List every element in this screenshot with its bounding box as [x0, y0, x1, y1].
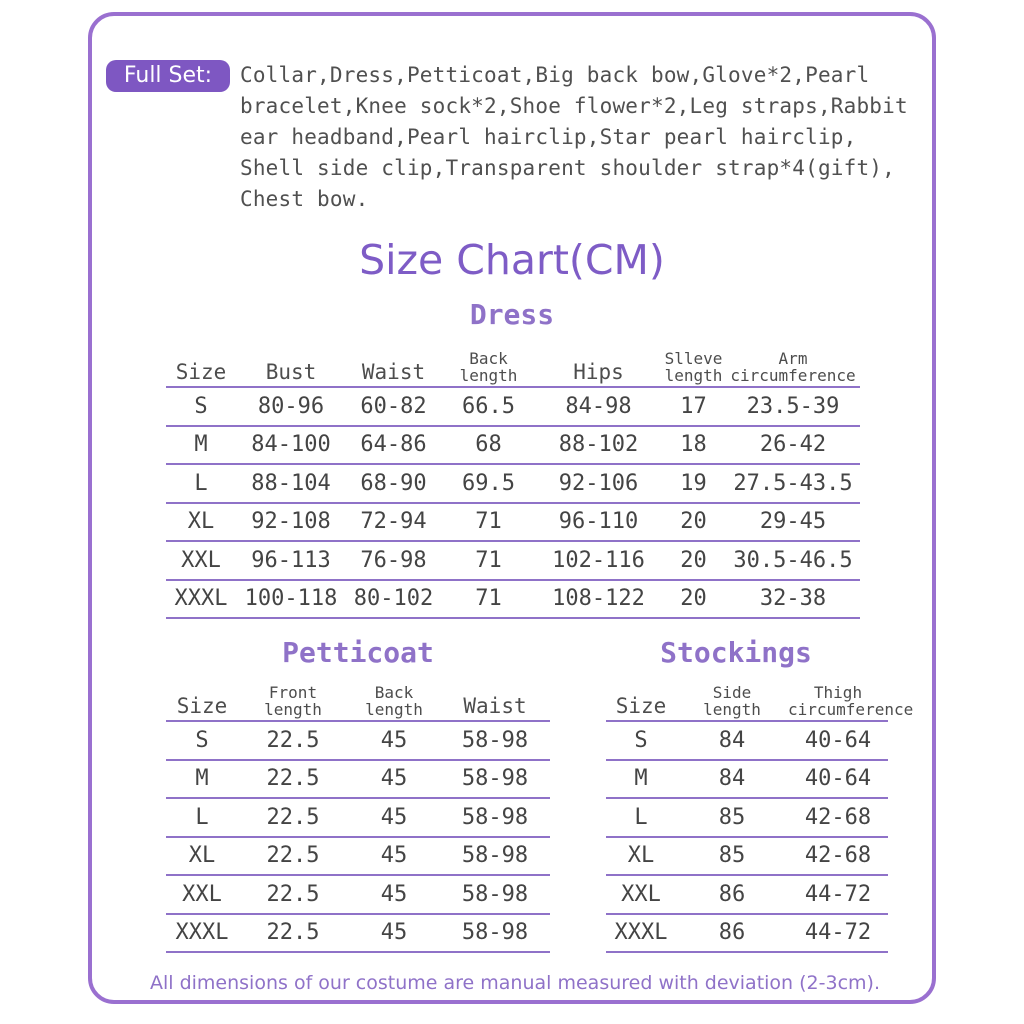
- stockings-row: [606, 914, 888, 953]
- dress-cell: 66.5: [441, 387, 536, 426]
- petticoat-cell: 22.5: [238, 721, 348, 760]
- dress-cell: 102-116: [536, 541, 661, 580]
- stockings-cell: 85: [676, 798, 788, 837]
- petticoat-cell: 45: [348, 798, 440, 837]
- dress-row: [166, 503, 860, 542]
- dress-header-cell: Bust: [236, 340, 346, 387]
- stockings-cell: 42-68: [788, 798, 888, 837]
- dress-cell: M: [166, 426, 236, 465]
- dress-header-cell: Arm circumference: [726, 340, 860, 387]
- petticoat-cell: XXXL: [166, 914, 238, 953]
- stockings-table: [606, 680, 914, 953]
- stockings-cell: 44-72: [788, 914, 888, 953]
- petticoat-cell: 58-98: [440, 875, 550, 914]
- dress-row: [166, 387, 860, 426]
- dress-cell: 19: [661, 464, 726, 503]
- stockings-cell: XXL: [606, 875, 676, 914]
- petticoat-row: [166, 721, 550, 760]
- stockings-cell: 84: [676, 721, 788, 760]
- stockings-cell: 85: [676, 837, 788, 876]
- petticoat-row: [166, 837, 550, 876]
- dress-cell: 96-113: [236, 541, 346, 580]
- petticoat-row: [166, 798, 550, 837]
- stockings-row: [606, 760, 888, 799]
- dress-cell: XXXL: [166, 580, 236, 619]
- petticoat-row: [166, 914, 550, 953]
- stockings-cell: 44-72: [788, 875, 888, 914]
- petticoat-cell: 22.5: [238, 798, 348, 837]
- petticoat-header-cell: Waist: [440, 680, 550, 721]
- petticoat-cell: 58-98: [440, 837, 550, 876]
- dress-row: [166, 580, 860, 619]
- dress-cell: 20: [661, 503, 726, 542]
- stockings-row: [606, 721, 888, 760]
- dress-row: [166, 426, 860, 465]
- dress-header-cell: Slleve length: [661, 340, 726, 387]
- dress-cell: S: [166, 387, 236, 426]
- petticoat-cell: 45: [348, 837, 440, 876]
- dress-cell: 108-122: [536, 580, 661, 619]
- dress-cell: 71: [441, 541, 536, 580]
- dress-cell: XXL: [166, 541, 236, 580]
- dress-cell: 88-104: [236, 464, 346, 503]
- stockings-cell: XXXL: [606, 914, 676, 953]
- dress-cell: 30.5-46.5: [726, 541, 860, 580]
- petticoat-cell: 22.5: [238, 760, 348, 799]
- petticoat-cell: 45: [348, 875, 440, 914]
- dress-cell: 80-96: [236, 387, 346, 426]
- dress-cell: 92-106: [536, 464, 661, 503]
- stockings-header-cell: Side length: [676, 680, 788, 721]
- petticoat-cell: 58-98: [440, 721, 550, 760]
- dress-cell: 17: [661, 387, 726, 426]
- petticoat-cell: XL: [166, 837, 238, 876]
- full-set-items: Collar,Dress,Petticoat,Big back bow,Glove*2,Pearl bracelet,Knee sock*2,Shoe flower*2,Leg straps,Rabbit ear headband,Pearl hairclip,Star pearl hairclip, Shell side clip,Transparent shoulder strap*4(gift), Chest bow.: [240, 63, 908, 211]
- stockings-cell: L: [606, 798, 676, 837]
- stockings-cell: 86: [676, 875, 788, 914]
- petticoat-cell: 22.5: [238, 914, 348, 953]
- petticoat-cell: S: [166, 721, 238, 760]
- dress-cell: 26-42: [726, 426, 860, 465]
- stockings-header-cell: Size: [606, 680, 676, 721]
- dress-cell: 88-102: [536, 426, 661, 465]
- dress-cell: 84-98: [536, 387, 661, 426]
- petticoat-header-cell: Front length: [238, 680, 348, 721]
- stockings-cell: 84: [676, 760, 788, 799]
- petticoat-cell: 45: [348, 914, 440, 953]
- petticoat-cell: 22.5: [238, 837, 348, 876]
- petticoat-cell: 58-98: [440, 760, 550, 799]
- petticoat-cell: 45: [348, 760, 440, 799]
- petticoat-row: [166, 875, 550, 914]
- dress-cell: 71: [441, 580, 536, 619]
- dress-cell: XL: [166, 503, 236, 542]
- dress-cell: 18: [661, 426, 726, 465]
- dress-cell: 84-100: [236, 426, 346, 465]
- dress-table: [166, 340, 860, 619]
- petticoat-cell: 22.5: [238, 875, 348, 914]
- dress-cell: 60-82: [346, 387, 441, 426]
- stockings-row: [606, 837, 888, 876]
- dress-header-cell: Waist: [346, 340, 441, 387]
- stockings-header-cell: Thigh circumference: [788, 680, 888, 721]
- stockings-cell: 40-64: [788, 721, 888, 760]
- dress-cell: L: [166, 464, 236, 503]
- dress-header-cell: Back length: [441, 340, 536, 387]
- petticoat-heading: Petticoat: [282, 636, 434, 669]
- dress-cell: 64-86: [346, 426, 441, 465]
- stockings-cell: 42-68: [788, 837, 888, 876]
- dress-cell: 69.5: [441, 464, 536, 503]
- dress-cell: 23.5-39: [726, 387, 860, 426]
- dress-cell: 32-38: [726, 580, 860, 619]
- stockings-row: [606, 798, 888, 837]
- petticoat-row: [166, 760, 550, 799]
- dress-heading: Dress: [469, 298, 555, 331]
- size-chart-title: Size Chart(CM): [359, 236, 665, 284]
- dress-cell: 20: [661, 580, 726, 619]
- measurement-note: All dimensions of our costume are manual measured with deviation (2-3cm).: [149, 972, 880, 994]
- dress-cell: 68: [441, 426, 536, 465]
- petticoat-cell: M: [166, 760, 238, 799]
- dress-row: [166, 464, 860, 503]
- petticoat-cell: 58-98: [440, 914, 550, 953]
- dress-cell: 29-45: [726, 503, 860, 542]
- stockings-cell: S: [606, 721, 676, 760]
- dress-cell: 72-94: [346, 503, 441, 542]
- dress-header-cell: Hips: [536, 340, 661, 387]
- stockings-heading: Stockings: [660, 636, 812, 669]
- full-set-badge: Full Set:: [106, 60, 230, 92]
- dress-header-cell: Size: [166, 340, 236, 387]
- dress-cell: 100-118: [236, 580, 346, 619]
- dress-cell: 68-90: [346, 464, 441, 503]
- dress-cell: 76-98: [346, 541, 441, 580]
- stockings-cell: M: [606, 760, 676, 799]
- dress-cell: 20: [661, 541, 726, 580]
- dress-cell: 96-110: [536, 503, 661, 542]
- petticoat-header-cell: Size: [166, 680, 238, 721]
- petticoat-header-cell: Back length: [348, 680, 440, 721]
- petticoat-table: [166, 680, 550, 953]
- stockings-cell: 40-64: [788, 760, 888, 799]
- dress-row: [166, 541, 860, 580]
- stockings-cell: XL: [606, 837, 676, 876]
- dress-cell: 27.5-43.5: [726, 464, 860, 503]
- petticoat-cell: L: [166, 798, 238, 837]
- petticoat-cell: XXL: [166, 875, 238, 914]
- petticoat-cell: 45: [348, 721, 440, 760]
- dress-cell: 92-108: [236, 503, 346, 542]
- petticoat-cell: 58-98: [440, 798, 550, 837]
- dress-cell: 71: [441, 503, 536, 542]
- stockings-row: [606, 875, 888, 914]
- stockings-cell: 86: [676, 914, 788, 953]
- dress-cell: 80-102: [346, 580, 441, 619]
